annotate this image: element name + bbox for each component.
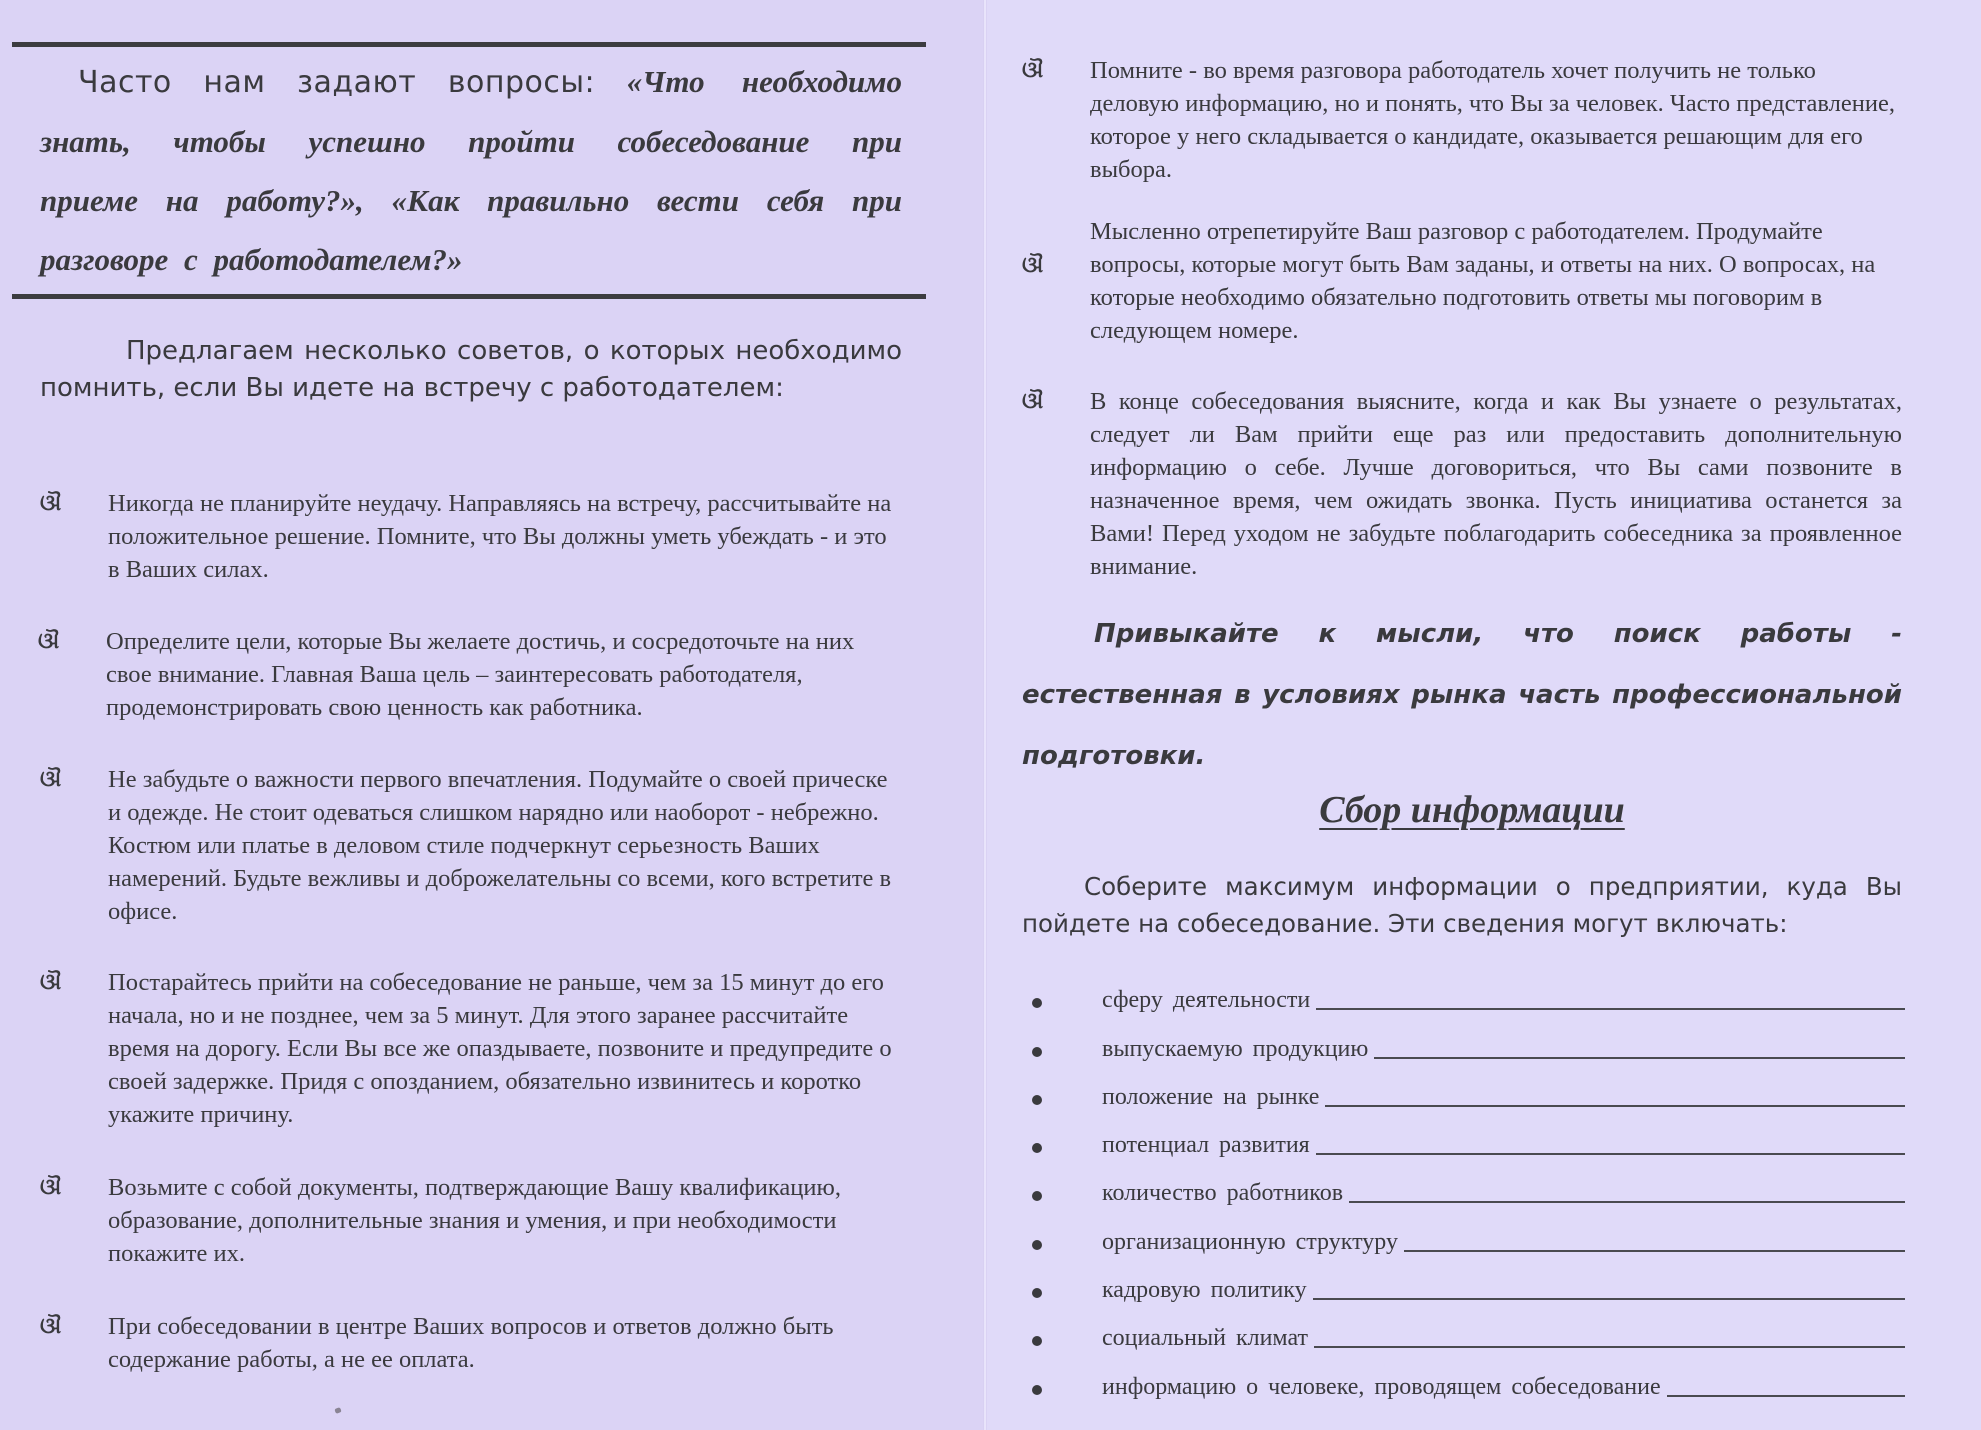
fill-in-line[interactable] <box>1349 1200 1905 1203</box>
info-item <box>1030 1260 1905 1308</box>
collect-lead <box>1022 868 1902 942</box>
intro-quote-2: знать, чтобы успешно пройти собеседование при <box>40 124 902 159</box>
fill-in-line[interactable] <box>1404 1249 1905 1252</box>
ornament-bullet-icon: ଔ <box>38 628 60 654</box>
collect-lead-text: Соберите максимум информации о предприятии, куда Вы пойдете на собеседование. Эти сведения могут включать: <box>1022 872 1902 938</box>
ornament-bullet-icon: ଔ <box>40 1174 62 1200</box>
intro-question <box>40 52 902 289</box>
ornament-bullet-icon: ଔ <box>40 490 62 516</box>
tip-text: Не забудьте о важности первого впечатления. Подумайте о своей прическе и одежде. Не стоит одеваться слишком нарядно или наоборот - небрежно. Костюм или платье в деловом стиле подчеркнут серьезность Ваших намерений. Будьте вежливы и доброжелательны со всеми, кого встретите в офисе. <box>108 766 892 925</box>
ornament-bullet-icon: ଔ <box>1022 388 1044 414</box>
bullet-dot-icon <box>1032 1143 1042 1153</box>
bullet-dot-icon <box>1032 1240 1042 1250</box>
lead-text: Предлагаем несколько советов, о которых необходимо помнить, если Вы идете на встречу с работодателем: <box>40 336 902 403</box>
info-item <box>1030 1115 1905 1163</box>
intro-quote-1: «Что необходимо <box>626 64 903 99</box>
tip-text: Никогда не планируйте неудачу. Направляясь на встречу, рассчитывайте на положительное решение. Помните, что Вы должны уметь убеждать - и это в Ваших силах. <box>108 490 892 583</box>
ornament-bullet-icon: ଔ <box>40 969 62 995</box>
tip-text: Мысленно отрепетируйте Ваш разговор с работодателем. Продумайте вопросы, которые могут быть Вам заданы, и ответы на них. О вопросах, на которые необходимо обязательно подготовить ответы мы поговорим в следующем номере. <box>1090 218 1876 344</box>
tip-text: Постарайтесь прийти на собеседование не раньше, чем за 15 минут до его начала, но и не позднее, чем за 5 минут. Для этого заранее рассчитайте время на дорогу. Если Вы все же опаздываете, позвоните и предупредите о своей задержке. Придя с опозданием, обязательно извинитесь и коротко укажите причину. <box>108 969 892 1128</box>
bullet-dot-icon <box>1032 1191 1042 1201</box>
fill-in-line[interactable] <box>1316 1152 1905 1155</box>
info-label: потенциал развития <box>1102 1132 1310 1159</box>
intro-plain: Часто нам задают вопросы: <box>78 65 627 100</box>
tip-item <box>40 763 900 928</box>
info-item <box>1030 1356 1905 1404</box>
tip-item <box>1022 215 1902 347</box>
fill-in-line[interactable] <box>1316 1007 1905 1010</box>
info-label: количество работников <box>1102 1180 1344 1207</box>
info-label: выпускаемую продукцию <box>1102 1035 1369 1062</box>
bullet-dot-icon <box>1032 1288 1042 1298</box>
info-label: сферу деятельности <box>1102 987 1311 1014</box>
top-rule <box>12 42 926 47</box>
bottom-rule <box>12 294 926 299</box>
info-item <box>1030 1163 1905 1211</box>
tip-item <box>38 625 898 724</box>
bullet-dot-icon <box>1032 1095 1042 1105</box>
tip-text: В конце собеседования выясните, когда и как Вы узнаете о результатах, следует ли Вам прийти еще раз или предоставить дополнительную информацию о себе. Лучше договориться, что Вы сами позвоните в назначенное время, чем ожидать звонка. Пусть инициатива останется за Вами! Перед уходом не забудьте поблагодарить собеседника за проявленное внимание. <box>1090 388 1902 580</box>
section-title: Сбор информации <box>1319 789 1625 831</box>
info-item <box>1030 1018 1905 1066</box>
tip-item <box>40 1310 900 1376</box>
tip-item <box>40 487 900 586</box>
info-label: положение на рынке <box>1102 1083 1320 1110</box>
ornament-bullet-icon: ଔ <box>1022 57 1044 83</box>
fill-in-line[interactable] <box>1325 1104 1905 1107</box>
info-list <box>1030 970 1905 1405</box>
fill-in-line[interactable] <box>1314 1345 1905 1348</box>
ornament-bullet-icon: ଔ <box>40 766 62 792</box>
motto <box>1022 604 1902 787</box>
info-label: социальный климат <box>1102 1325 1308 1352</box>
bullet-dot-icon <box>1032 1047 1042 1057</box>
tip-item <box>1022 54 1902 186</box>
bullet-dot-icon <box>1032 1336 1042 1346</box>
info-item <box>1030 1067 1905 1115</box>
info-label: информацию о человеке, проводящем собеседование <box>1102 1373 1661 1400</box>
info-label: кадровую политику <box>1102 1277 1307 1304</box>
lead-paragraph <box>40 333 902 407</box>
info-item <box>1030 970 1905 1018</box>
intro-quote-3: приеме на работу?», «Как правильно вести себя при <box>40 183 902 218</box>
tip-text: При собеседовании в центре Ваших вопросов и ответов должно быть содержание работы, а не ее оплата. <box>108 1313 834 1373</box>
ornament-bullet-icon: ଔ <box>1022 252 1044 278</box>
tip-item <box>1022 385 1902 583</box>
ornament-bullet-icon: ଔ <box>40 1313 62 1339</box>
tip-text: Определите цели, которые Вы желаете достичь, и сосредоточьте на них свое внимание. Главная Ваша цель – заинтересовать работодателя, продемонстрировать свою ценность как работника. <box>106 628 855 721</box>
info-item <box>1030 1211 1905 1259</box>
tip-item <box>40 966 900 1131</box>
fill-in-line[interactable] <box>1374 1056 1905 1059</box>
fill-in-line[interactable] <box>1667 1394 1905 1397</box>
tip-text: Помните - во время разговора работодатель хочет получить не только деловую информацию, но и понять, что Вы за человек. Часто представление, которое у него складывается о кандидате, оказывается решающим для его выбора. <box>1090 57 1895 183</box>
tip-item <box>40 1171 900 1270</box>
info-label: организационную структуру <box>1102 1228 1398 1255</box>
bullet-dot-icon <box>1032 998 1042 1008</box>
info-item <box>1030 1308 1905 1356</box>
fill-in-line[interactable] <box>1313 1297 1905 1300</box>
tip-text: Возьмите с собой документы, подтверждающие Вашу квалификацию, образование, дополнительные знания и умения, и при необходимости покажите их. <box>108 1174 841 1267</box>
motto-text: Привыкайте к мысли, что поиск работы - естественная в условиях рынка часть профессиональной подготовки. <box>1022 619 1902 771</box>
intro-quote-4: разговоре с работодателем?» <box>40 242 463 277</box>
bullet-dot-icon <box>1032 1385 1042 1395</box>
